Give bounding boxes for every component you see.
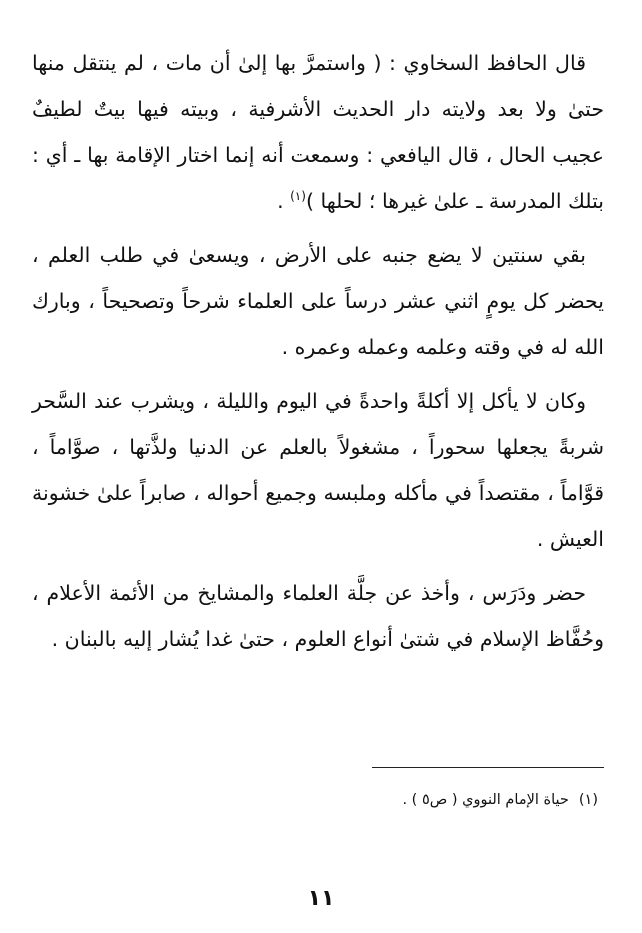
footnote-text: حياة الإمام النووي ( ص٥ ) . bbox=[402, 792, 569, 808]
main-text bbox=[32, 40, 604, 670]
paragraph-4-text: حضر ودَرَس ، وأخذ عن جلَّة العلماء والمشايخ من الأئمة الأعلام ، وحُفَّاظ الإسلام في شتىٰ أنواع العلوم ، حتىٰ غدا يُشار إليه بالبنان . bbox=[32, 581, 604, 651]
paragraph-2-text: بقي سنتين لا يضع جنبه على الأرض ، ويسعىٰ في طلب العلم ، يحضر كل يومٍ اثني عشر درساً على العلماء شرحاً وتصحيحاً ، وبارك الله له في وقته وعلمه وعمله وعمره . bbox=[32, 243, 604, 359]
paragraph-2 bbox=[32, 232, 604, 370]
paragraph-1-tail: . bbox=[277, 189, 291, 213]
footnote bbox=[40, 786, 598, 814]
footnote-reference[interactable]: (١) bbox=[290, 189, 306, 204]
paragraph-3 bbox=[32, 378, 604, 562]
paragraph-1-text: قال الحافظ السخاوي : ( واستمرَّ بها إلىٰ أن مات ، لم ينتقل منها حتىٰ ولا بعد ولايته دار الحديث الأشرفية ، وبيته فيها بيتٌ لطيفٌ عجيب الحال ، قال اليافعي : وسمعت أنه إنما اختار الإقامة بها ـ أي : بتلك المدرسة ـ علىٰ غيرها ؛ لحلها ) bbox=[32, 51, 604, 213]
footnote-number: (١) bbox=[578, 792, 598, 808]
paragraph-4 bbox=[32, 570, 604, 662]
paragraph-3-text: وكان لا يأكل إلا أكلةً واحدةً في اليوم والليلة ، ويشرب عند السَّحر شربةً يجعلها سحوراً ، مشغولاً بالعلم عن الدنيا ولذَّتها ، صوَّاماً ، قوَّاماً ، مقتصداً في مأكله وملبسه وجميع أحواله ، صابراً علىٰ خشونة العيش . bbox=[32, 389, 604, 551]
page-number: ١١ bbox=[307, 886, 335, 911]
footnote-separator bbox=[372, 767, 604, 768]
paragraph-1 bbox=[32, 40, 604, 224]
